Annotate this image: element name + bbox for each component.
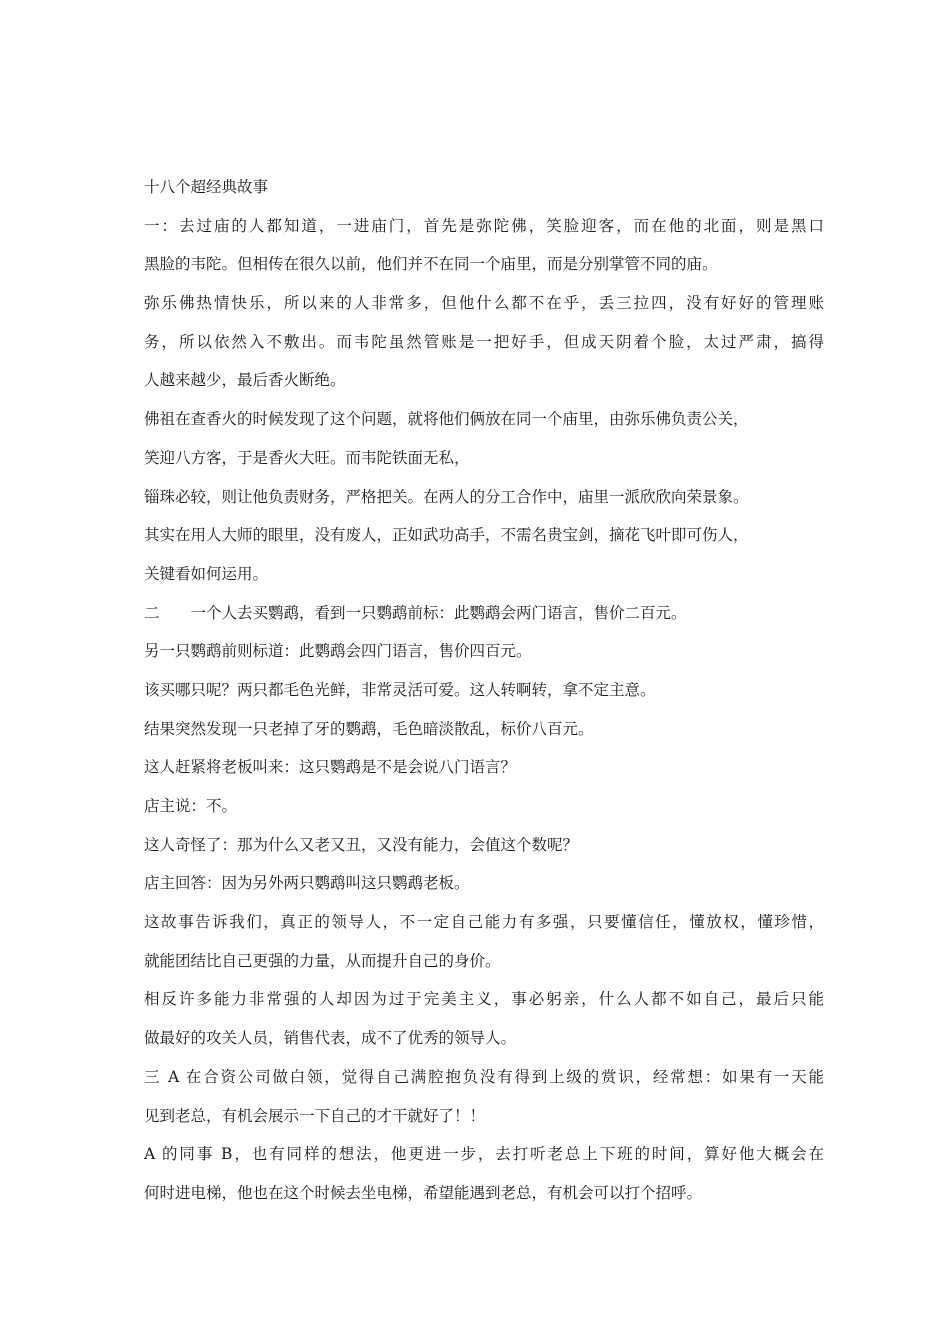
- text-line: 三 A 在合资公司做白领，觉得自己满腔抱负没有得到上级的赏识，经常想：如果有一天能: [144, 1067, 824, 1086]
- text-line: 二 一个人去买鹦鹉，看到一只鹦鹉前标：此鹦鹉会两门语言，售价二百元。: [144, 603, 687, 622]
- text-line: A 的同事 B，也有同样的想法，他更进一步，去打听老总上下班的时间，算好他大概会在: [144, 1145, 824, 1164]
- text-line: 何时进电梯，他也在这个时候去坐电梯，希望能遇到老总，有机会可以打个招呼。: [144, 1183, 703, 1202]
- document-title: 十八个超经典故事: [144, 178, 269, 196]
- text-line: 店主说：不。: [144, 797, 238, 815]
- document-body: [144, 168, 824, 1213]
- text-line: 做最好的攻关人员，销售代表，成不了优秀的领导人。: [144, 1029, 517, 1048]
- text-line: 一：去过庙的人都知道，一进庙门，首先是弥陀佛，笑脸迎客，而在他的北面，则是黑口: [144, 216, 824, 235]
- text-line: 笑迎八方客，于是香火大旺。而韦陀铁面无私，: [144, 448, 470, 467]
- text-line: 锱珠必较，则让他负责财务，严格把关。在两人的分工合作中，庙里一派欣欣向荣景象。: [144, 487, 749, 506]
- text-line: 这人赶紧将老板叫来：这只鹦鹉是不是会说八门语言？: [144, 758, 517, 777]
- text-line: 这人奇怪了：那为什么又老又丑，又没有能力，会值这个数呢？: [144, 835, 579, 854]
- text-line: 其实在用人大师的眼里，没有废人，正如武功高手，不需名贵宝剑，摘花飞叶即可伤人，: [144, 526, 749, 545]
- text-line: 就能团结比自己更强的力量，从而提升自己的身价。: [144, 951, 501, 970]
- text-line: 佛祖在查香火的时候发现了这个问题，就将他们俩放在同一个庙里，由弥乐佛负责公关，: [144, 410, 749, 429]
- text-line: 见到老总，有机会展示一下自己的才干就好了！！: [144, 1106, 486, 1125]
- text-line: 店主回答：因为另外两只鹦鹉叫这只鹦鹉老板。: [144, 874, 470, 893]
- text-line: 结果突然发现一只老掉了牙的鹦鹉，毛色暗淡散乱，标价八百元。: [144, 719, 594, 738]
- text-line: 这故事告诉我们，真正的领导人，不一定自己能力有多强，只要懂信任，懂放权，懂珍惜，: [144, 913, 824, 932]
- text-line: 黑脸的韦陀。但相传在很久以前，他们并不在同一个庙里，而是分别掌管不同的庙。: [144, 255, 718, 274]
- text-line: 人越来越少，最后香火断绝。: [144, 371, 346, 390]
- text-line: 务，所以依然入不敷出。而韦陀虽然管账是一把好手，但成天阴着个脸，太过严肃，搞得: [144, 332, 824, 351]
- text-line: 另一只鹦鹉前则标道：此鹦鹉会四门语言，售价四百元。: [144, 642, 532, 661]
- text-line: 弥乐佛热情快乐，所以来的人非常多，但他什么都不在乎，丢三拉四，没有好好的管理账: [144, 294, 824, 313]
- text-line: 相反许多能力非常强的人却因为过于完美主义，事必躬亲，什么人都不如自己，最后只能: [144, 990, 824, 1009]
- text-line: 关键看如何运用。: [144, 564, 269, 583]
- paragraph-lines: [144, 207, 824, 1213]
- text-line: 该买哪只呢？两只都毛色光鲜，非常灵活可爱。这人转啊转，拿不定主意。: [144, 680, 656, 699]
